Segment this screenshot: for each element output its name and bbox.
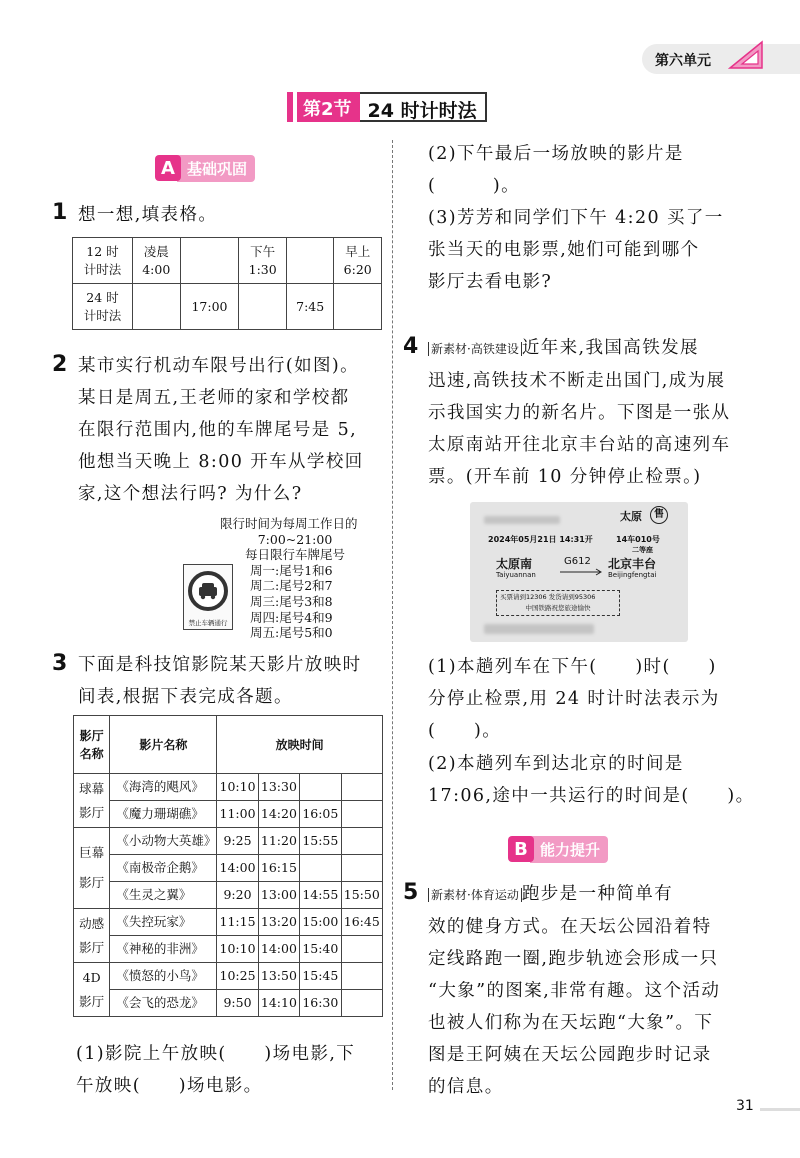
film-name: 《愤怒的小鸟》 [110,963,217,990]
show-time: 15:45 [300,963,341,990]
table-row [74,828,383,855]
restriction-title: 限行时间为每周工作日的 [220,516,358,531]
q4-text: 新素材·高铁建设 近年来,我国高铁发展 迅速,高铁技术不断走出国门,成为展 示我国实力的新名片。下图是一张从 太原南站开往北京丰台站的高速列车 票。(开车前 10 分钟停止检票。) [428,338,731,487]
section-title [287,92,487,122]
show-time: 16:30 [300,990,341,1017]
q4-number: 4 [403,334,419,359]
show-time [300,855,341,882]
restriction-day: 周三:尾号3和8 [250,593,333,609]
level-b-text: 能力提升 [530,836,608,863]
q3-sub2: (2)下午最后一场放映的影片是 ( )。 [428,144,684,196]
q1-text: 想一想,填表格。 [78,205,218,225]
ticket-blur [484,516,560,524]
show-time: 15:40 [300,936,341,963]
restriction-day: 周四:尾号4和9 [250,609,333,625]
show-time [341,801,382,828]
q1-cell: 下午 1:30 [239,238,287,284]
q4-sub2: (2)本趟列车到达北京的时间是 17:06,途中一共运行的时间是( )。 [428,754,755,806]
q1-cell: 凌晨 4:00 [133,238,181,284]
show-time: 15:00 [300,909,341,936]
show-time: 11:15 [217,909,258,936]
q3-sub1: (1)影院上午放映( )场电影,下 午放映( )场电影。 [76,1044,356,1096]
show-time: 9:50 [217,990,258,1017]
q1-table [72,237,382,330]
film-name: 《会飞的恐龙》 [110,990,217,1017]
q1-cell [133,284,181,330]
q1-cell [334,284,382,330]
movie-schedule-table [73,715,383,1017]
ticket-car-seat: 14车010号 [616,535,660,544]
hall-name: 动感 影厅 [74,909,110,963]
show-time: 14:55 [300,882,341,909]
unit-label: 第六单元 [655,53,711,69]
ticket-seat-class: 二等座 [632,546,653,554]
ticket-notice: 买票请到12306 发货请到95306 中国铁路祝您旅途愉快 [496,590,620,616]
film-name: 《失控玩家》 [110,909,217,936]
film-name: 《神秘的非洲》 [110,936,217,963]
table-row [74,963,383,990]
q3-number: 3 [52,651,68,676]
show-time [341,990,382,1017]
header-hall: 影厅 名称 [74,716,110,774]
show-time: 14:10 [258,990,299,1017]
show-time: 14:00 [258,936,299,963]
ticket-stamp: 售 [650,506,668,524]
level-a-heading [155,155,255,181]
q1-cell: 早上 6:20 [334,238,382,284]
no-vehicle-sign [183,564,233,630]
level-b-heading [508,836,608,862]
show-time: 10:25 [217,963,258,990]
ticket-train: G612 [564,556,591,567]
restriction-day: 周五:尾号5和0 [250,625,333,641]
header-film: 影片名称 [110,716,217,774]
restriction-day: 周二:尾号2和7 [250,578,333,594]
ticket-from-pinyin: Taiyuannan [496,571,536,579]
show-time: 11:20 [258,828,299,855]
show-time: 16:05 [300,801,341,828]
film-name: 《魔力珊瑚礁》 [110,801,217,828]
page-number: 31 [736,1098,754,1114]
hall-name: 巨幕 影厅 [74,828,110,909]
show-time [341,963,382,990]
show-time: 13:50 [258,963,299,990]
show-time: 13:00 [258,882,299,909]
q1-number: 1 [52,200,68,225]
ticket-blur [484,624,594,634]
show-time [341,936,382,963]
header-time: 放映时间 [217,716,383,774]
no-vehicle-icon [184,567,232,615]
hall-name: 4D 影厅 [74,963,110,1017]
q4-tag: 新素材·高铁建设 [428,342,522,356]
ticket-datetime: 2024年05月21日 14:31开 [488,535,593,544]
q2-number: 2 [52,352,68,377]
film-name: 《生灵之翼》 [110,882,217,909]
q5-text: 新素材·体育运动 跑步是一种简单有 效的健身方式。在天坛公园沿着特 定线路跑一圈,跑步轨迹会形成一只 “大象”的图案,非常有趣。这个活动 也被人们称为在天坛跑“大象”。下 图是王阿姨在天坛公园跑步时记录 的信息。 [428,884,721,1097]
ticket-to-pinyin: Beijingfengtai [608,571,657,579]
show-time [341,828,382,855]
show-time: 16:15 [258,855,299,882]
q1-cell [239,284,287,330]
q1-cell [286,238,334,284]
set-square-icon [728,40,764,70]
q1-cell: 17:00 [180,284,239,330]
film-name: 《小动物大英雄》 [110,828,217,855]
hall-name: 球幕 影厅 [74,774,110,828]
table-row [74,909,383,936]
q1-row1-label: 12 时 计时法 [73,238,133,284]
level-b-letter: B [508,836,534,862]
table-row [74,855,383,882]
level-a-letter: A [155,155,181,181]
section-mark [287,92,293,122]
show-time: 10:10 [217,774,258,801]
q1-cell [180,238,239,284]
show-time: 15:55 [300,828,341,855]
sign-label: 禁止车辆通行 [188,619,228,627]
q4-sub1: (1)本趟列车在下午( )时( ) 分停止检票,用 24 时计时法表示为 ( )。 [428,657,720,741]
show-time: 9:25 [217,828,258,855]
ticket-city: 太原 [620,510,642,523]
show-time: 14:00 [217,855,258,882]
film-name: 《南极帝企鹅》 [110,855,217,882]
train-ticket [470,502,688,642]
table-row [74,882,383,909]
show-time: 10:10 [217,936,258,963]
show-time: 11:00 [217,801,258,828]
show-time: 15:50 [341,882,382,909]
restriction-subtitle: 每日限行车牌尾号 [244,547,345,563]
table-row [74,990,383,1017]
show-time: 16:45 [341,909,382,936]
table-row [74,936,383,963]
show-time [341,774,382,801]
table-row [74,774,383,801]
q1-row2-label: 24 时 计时法 [73,284,133,330]
ticket-to: 北京丰台 [608,557,657,571]
section-name: 24 时计时法 [360,92,487,122]
film-name: 《海湾的飓风》 [110,774,217,801]
restriction-notice [220,516,400,641]
show-time [341,855,382,882]
q1-cell: 7:45 [286,284,334,330]
show-time: 9:20 [217,882,258,909]
page-bar [760,1108,800,1111]
q2-text: 某市实行机动车限号出行(如图)。 某日是周五,王老师的家和学校都 在限行范围内,他的车牌尾号是 5, 他想当天晚上 8:00 开车从学校回 家,这个想法行吗? 为什么? [78,356,364,504]
ticket-from: 太原南 [496,557,533,571]
q3-sub3: (3)芳芳和同学们下午 4:20 买了一 张当天的电影票,她们可能到哪个 影厅去看电影? [428,208,724,292]
restriction-time: 7:00~21:00 [257,531,333,547]
restriction-day: 周一:尾号1和6 [250,562,333,578]
q5-number: 5 [403,880,419,905]
q3-text: 下面是科技馆影院某天影片放映时 间表,根据下表完成各题。 [78,655,362,707]
ticket-arrow-icon [558,568,604,576]
level-a-text: 基础巩固 [177,155,255,182]
table-row [74,801,383,828]
q5-tag: 新素材·体育运动 [428,888,522,902]
show-time: 14:20 [258,801,299,828]
show-time: 13:30 [258,774,299,801]
show-time [300,774,341,801]
show-time: 13:20 [258,909,299,936]
section-badge: 第2节 [297,92,360,122]
